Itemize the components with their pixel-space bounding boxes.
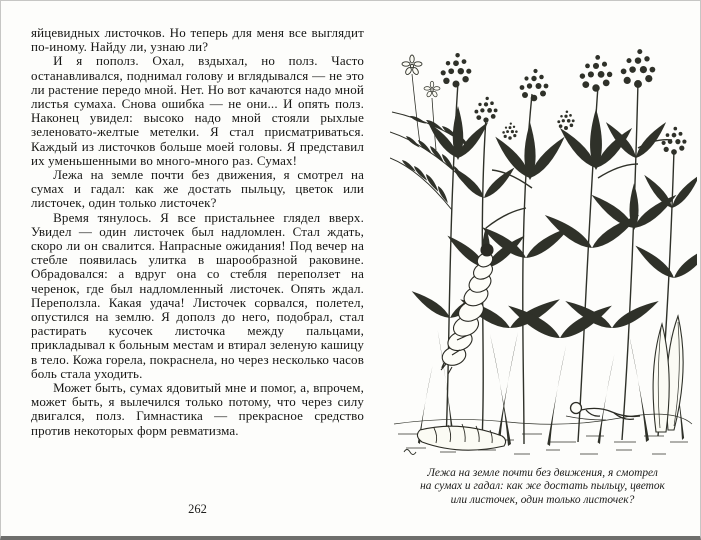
- left-page-text: [31, 26, 364, 438]
- artist-signature: [404, 450, 416, 455]
- paragraph: Может быть, сумах ядовитый мне и помог, а, впрочем, может быть, я вылечился только потому, что через силу двигался, полз. Гимнастика — прекрасное средство против некоторых форм ревматизма.: [31, 380, 364, 438]
- sumac-leaves: [409, 106, 697, 343]
- lying-man: [566, 403, 640, 421]
- sumac-illustration: [390, 28, 697, 460]
- paragraph: Лежа на земле почти без движения, я смотрел на сумах и гадал: как же достать пыльцу, цветок или листочек, один только листочек?: [31, 167, 364, 211]
- paragraph: И я пополз. Охал, вздыхал, но полз. Часто останавливался, поднимал голову и вглядывался — не это ли растение передо мной. Нет. Но вот качаются надо мной листья сумаха. Снова ошибка — не они... И опять полз. Наконец увидел: высоко надо мной стояли рыхлые зеленовато-желтые метелки. Я стал присматриваться. Каждый из листочков больше моей головы. Я представил их уменьшенными во много-много раз. Сумах!: [31, 53, 364, 168]
- sumac-illustration-drawing: [390, 28, 697, 460]
- fallen-log: [417, 424, 505, 450]
- page-number: 262: [188, 502, 207, 516]
- caption-line: или листочек, один только листочек?: [450, 493, 635, 506]
- caption-line: Лежа на земле почти без движения, я смотрел: [427, 467, 658, 479]
- paragraph: Время тянулось. Я все пристальнее глядел вверх. Увидел — один листочек был надломлен. Стал ждать, скоро ли он свалится. Напрасные ожидания! Под вечер на стебле появилась улитка в шарообразной раковине. Обрадовался: а вдруг она со стебля переползет на черенок, где был надломленный листочек. Опять ждал. Переползла. Какая удача! Листочек сорвался, полетел, опустился на землю. Я дополз до него, подобрал, стал растирать кусочек листочка между пальцами, прикладывал к больным местам и втирал зеленую кашицу в тело. Кожа горела, покраснела, но через несколько часов боль стала уходить.: [31, 209, 364, 381]
- small-flowers: [402, 55, 440, 150]
- caption-line: на сумах и гадал: как же достать пыльцу, цветок: [420, 480, 665, 493]
- paragraph: яйцевидных листочков. Но теперь для меня все выглядит по-иному. Найду ли, узнаю ли?: [31, 25, 364, 55]
- illustration-caption: [388, 467, 697, 507]
